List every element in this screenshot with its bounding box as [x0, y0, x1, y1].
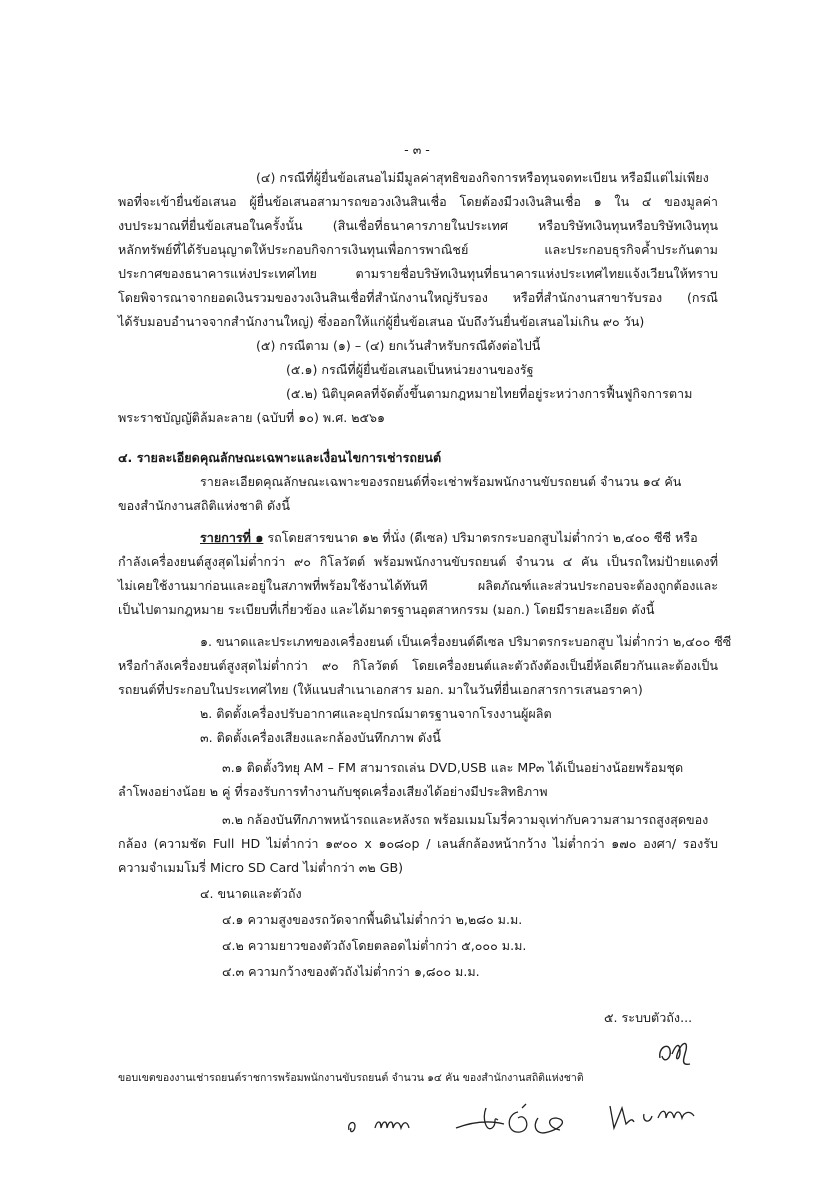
spec2: ๒. ติดตั้งเครื่องปรับอากาศและอุปกรณ์มาตรฐานจากโรงงานผู้ผลิต [200, 706, 552, 721]
spec3-2-line1: ๓.๒ กล้องบันทึกภาพหน้ารถและหลังรถ พร้อมเมมโมรี่ความจุเท่ากับความสามารถสูงสุดของ [222, 812, 709, 827]
spec4: ๔. ขนาดและตัวถัง [200, 886, 302, 901]
item1-line1-text: รถโดยสารขนาด ๑๒ ที่นั่ง (ดีเซล) ปริมาตรกระบอกสูบไม่ต่ำกว่า ๒,๔๐๐ ซีซี หรือ [267, 530, 698, 545]
signature-3 [604, 1094, 704, 1134]
section4-intro-line2: ของสำนักงานสถิติแห่งชาติ ดังนี้ [118, 498, 290, 513]
footer-note: ขอบเขตของงานเช่ารถยนต์ราชการพร้อมพนักงานขับรถยนต์ จำนวน ๑๔ คัน ของสำนักงานสถิติแห่งชาติ [118, 1072, 584, 1084]
para4-line1: (๔) กรณีที่ผู้ยื่นข้อเสนอไม่มีมูลค่าสุทธิของกิจการหรือทุนจดทะเบียน หรือมีแต่ไม่เพียง [256, 170, 709, 185]
signature-2 [452, 1098, 582, 1142]
spec4-1: ๔.๑ ความสูงของรถวัดจากพื้นดินไม่ต่ำกว่า ๒,๒๘๐ ม.ม. [222, 912, 523, 927]
spec3-2-line3: ความจำเมมโมรี่ Micro SD Card ไม่ต่ำกว่า ๓๒ GB) [118, 860, 404, 875]
section4-heading: ๔. รายละเอียดคุณลักษณะเฉพาะและเงื่อนไขการเช่ารถยนต์ [118, 450, 442, 465]
spec4-3: ๔.๓ ความกว้างของตัวถังไม่ต่ำกว่า ๑,๘๐๐ ม.ม. [222, 964, 480, 979]
spec3-2-line2: กล้อง (ความชัด Full HD ไม่ต่ำกว่า ๑๙๐๐ x ๑๐๘๐p / เลนส์กล้องหน้ากว้าง ไม่ต่ำกว่า ๑๗๐ องศา/ รองรับ [118, 836, 718, 851]
item1-line4: เป็นไปตามกฎหมาย ระเบียบที่เกี่ยวข้อง และได้มาตรฐานอุตสาหกรรม (มอก.) โดยมีรายละเอียด ดังนี้ [118, 602, 655, 617]
signature-1 [345, 1106, 425, 1140]
continuation-text: ๕. ระบบตัวถัง... [604, 1010, 693, 1025]
para4-line6: โดยพิจารณาจากยอดเงินรวมของวงเงินสินเชื่อที่สำนักงานใหญ่รับรอง หรือที่สำนักงานสาขารับรอง (กรณี [118, 290, 718, 305]
para5: (๕) กรณีตาม (๑) – (๔) ยกเว้นสำหรับกรณีดังต่อไปนี้ [256, 338, 541, 353]
page-number: - ๓ - [404, 142, 430, 157]
item1-label: รายการที่ ๑ [200, 530, 264, 545]
para5-2-line2: พระราชบัญญัติล้มละลาย (ฉบับที่ ๑๐) พ.ศ. ๒๕๖๑ [118, 410, 386, 425]
item1-line3: ไม่เคยใช้งานมาก่อนและอยู่ในสภาพที่พร้อมใช้งานได้ทันที ผลิตภัณฑ์และส่วนประกอบจะต้องถูกต้องและ [118, 578, 718, 593]
para4-line4: หลักทรัพย์ที่ได้รับอนุญาตให้ประกอบกิจการเงินทุนเพื่อการพาณิชย์ และประกอบธุรกิจค้ำประกันตาม [118, 242, 718, 257]
item1-line1 [200, 528, 698, 548]
spec1-line3: รถยนต์ที่ประกอบในประเทศไทย (ให้แนบสำเนาเอกสาร มอก. มาในวันที่ยื่นเอกสารการเสนอราคา) [118, 682, 643, 697]
spec3: ๓. ติดตั้งเครื่องเสียงและกล้องบันทึกภาพ ดังนี้ [200, 730, 441, 745]
para5-1: (๕.๑) กรณีที่ผู้ยื่นข้อเสนอเป็นหน่วยงานของรัฐ [286, 362, 534, 377]
para4-line2: พอที่จะเข้ายื่นข้อเสนอ ผู้ยื่นข้อเสนอสามารถขอวงเงินสินเชื่อ โดยต้องมีวงเงินสินเชื่อ ๑ ใน ๔ ของมูลค่า [118, 194, 718, 209]
item1-line2: กำลังเครื่องยนต์สูงสุดไม่ต่ำกว่า ๙๐ กิโลวัตต์ พร้อมพนักงานขับรถยนต์ จำนวน ๔ คัน เป็นรถใหม่ป้ายแดงที่ [118, 554, 718, 569]
spec3-1-line2: ลำโพงอย่างน้อย ๒ คู่ ที่รองรับการทำงานกับชุดเครื่องเสียงได้อย่างมีประสิทธิภาพ [118, 784, 548, 799]
para4-line5: ประกาศของธนาคารแห่งประเทศไทย ตามรายชื่อบริษัทเงินทุนที่ธนาคารแห่งประเทศไทยแจ้งเวียนให้ทราบ [118, 266, 718, 281]
para4-line3: งบประมาณที่ยื่นข้อเสนอในครั้งนั้น (สินเชื่อที่ธนาคารภายในประเทศ หรือบริษัทเงินทุนหรือบริษัทเงินทุน [118, 218, 718, 233]
section4-intro-line1: รายละเอียดคุณลักษณะเฉพาะของรถยนต์ที่จะเช่าพร้อมพนักงานขับรถยนต์ จำนวน ๑๔ คัน [200, 474, 682, 489]
para5-2-line1: (๕.๒) นิติบุคคลที่จัดตั้งขึ้นตามกฎหมายไทยที่อยู่ระหว่างการฟื้นฟูกิจการตาม [286, 386, 693, 401]
spec4-2: ๔.๒ ความยาวของตัวถังโดยตลอดไม่ต่ำกว่า ๕,๐๐๐ ม.ม. [222, 938, 527, 953]
signature-initial [652, 1034, 698, 1070]
para4-line7: ได้รับมอบอำนาจจากสำนักงานใหญ่) ซึ่งออกให้แก่ผู้ยื่นข้อเสนอ นับถึงวันยื่นข้อเสนอไม่เกิน ๙๐ วัน) [118, 314, 645, 329]
spec3-1-line1: ๓.๑ ติดตั้งวิทยุ AM – FM สามารถเล่น DVD,USB และ MP๓ ได้เป็นอย่างน้อยพร้อมชุด [222, 760, 684, 775]
spec1-line2: หรือกำลังเครื่องยนต์สูงสุดไม่ต่ำกว่า ๙๐ กิโลวัตต์ โดยเครื่องยนต์และตัวถังต้องเป็นยี่ห้อเดียวกันและต้องเป็น [118, 658, 718, 673]
spec1-line1: ๑. ขนาดและประเภทของเครื่องยนต์ เป็นเครื่องยนต์ดีเซล ปริมาตรกระบอกสูบ ไม่ต่ำกว่า ๒,๔๐๐ ซีซี [200, 634, 732, 649]
